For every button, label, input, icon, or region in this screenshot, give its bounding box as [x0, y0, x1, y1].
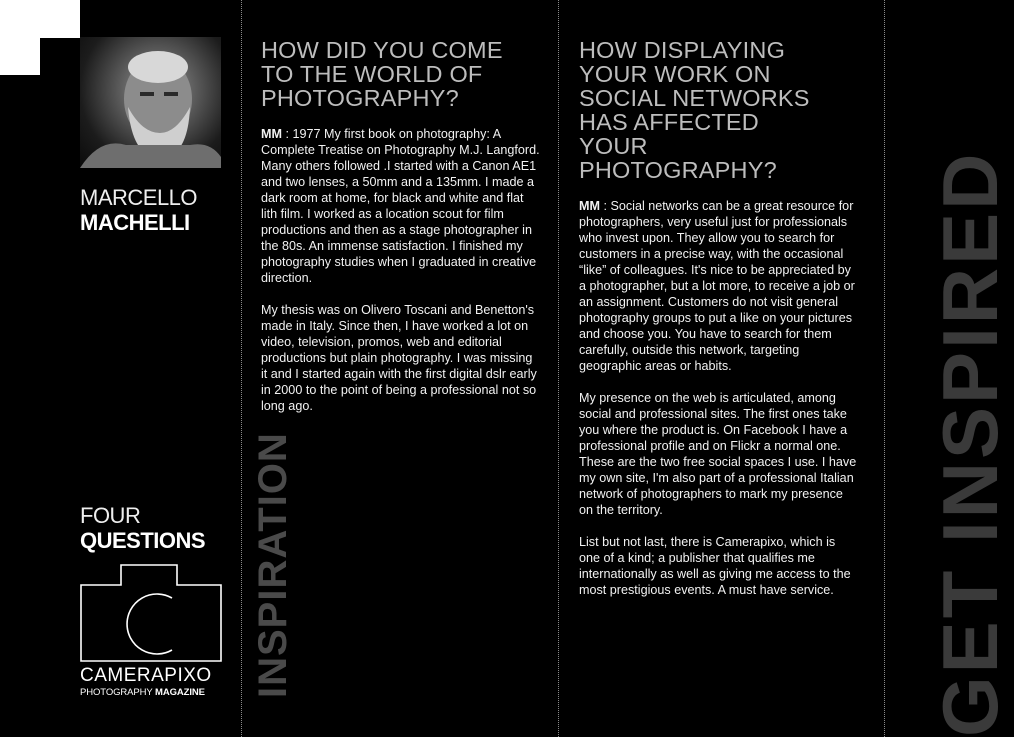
answer-paragraph [261, 126, 541, 286]
question-1-title: HOW DID YOU COME TO THE WORLD OF PHOTOGRAPHY? [261, 37, 503, 111]
logo-sub-right: MAGAZINE [155, 687, 205, 698]
answer-text: : Social networks can be a great resource for photographers, very useful just for professionals who invest upon. They allow you to search for customers in a precise way, with the occasional “like” of colleagues. It's nice to be appreciated by a photographer, but a lot more, to receive a job or an assignment. Customers do not visit general photography groups to put a like on your pictures and choose you. You have to search for them carefully, outside this network, targeting geographic areas or habits. [579, 199, 855, 373]
question-2-answer [579, 198, 859, 598]
answer-paragraph [579, 198, 859, 374]
last-name: MACHELLI [80, 210, 190, 235]
question-2 [579, 38, 859, 614]
question-2-title: HOW DISPLAYING YOUR WORK ON SOCIAL NETWORKS HAS AFFECTED YOUR PHOTOGRAPHY? [579, 37, 810, 183]
logo-sub-left: PHOTOGRAPHY [80, 687, 153, 698]
answer-paragraph: List but not last, there is Camerapixo, which is one of a kind; a publisher that qualifies me internationally as well as giving me access to the most prestigious events. A must have service. [579, 535, 851, 597]
section-heading [80, 503, 240, 553]
logo-wordmark: CAMERAPIXO [80, 665, 212, 686]
answer-initials: MM [261, 127, 282, 141]
corner-block [0, 0, 80, 38]
answer-paragraph: My presence on the web is articulated, among social and professional sites. The first ones take you where the product is. On Facebook I have a professional profile and on Flickr a normal one. These are the two free social spaces I use. I have my own site, I'm also part of a professional Italian network of photographers to mark my presence on the territory. [579, 391, 857, 517]
answer-paragraph: My thesis was on Olivero Toscani and Benetton's made in Italy. Since then, I have worked a lot on video, television, promos, web and editorial productions but plain photography. I was missing it and I started again with the first digital dslr early in 2000 to the point of being a professional not so long ago. [261, 303, 537, 413]
inspiration-vertical-label: INSPIRATION [251, 432, 295, 698]
portrait-photo [80, 37, 221, 168]
get-inspired-vertical-label: GET INSPIRED [926, 150, 1014, 737]
section-heading-last: QUESTIONS [80, 528, 206, 553]
section-heading-first: FOUR [80, 503, 141, 528]
column-divider [241, 0, 242, 737]
corner-block [0, 38, 40, 75]
question-1-answer [261, 126, 541, 414]
column-divider [884, 0, 885, 737]
first-name: MARCELLO [80, 185, 198, 210]
column-divider [558, 0, 559, 737]
profile-name [80, 185, 240, 235]
logo-subtitle [80, 687, 230, 698]
answer-text: : 1977 My first book on photography: A Complete Treatise on Photography M.J. Langford. Many others followed .I started with a Canon AE1 and two lenses, a 50mm and a 135mm. I made a dark room at home, for black and white and flat lith film. I worked as a location scout for film productions and then as a stage photographer in the 80s. An immense satisfaction. I finished my photography studies when I graduated in creative direction. [261, 127, 540, 285]
answer-initials: MM [579, 199, 600, 213]
question-1 [261, 38, 541, 430]
